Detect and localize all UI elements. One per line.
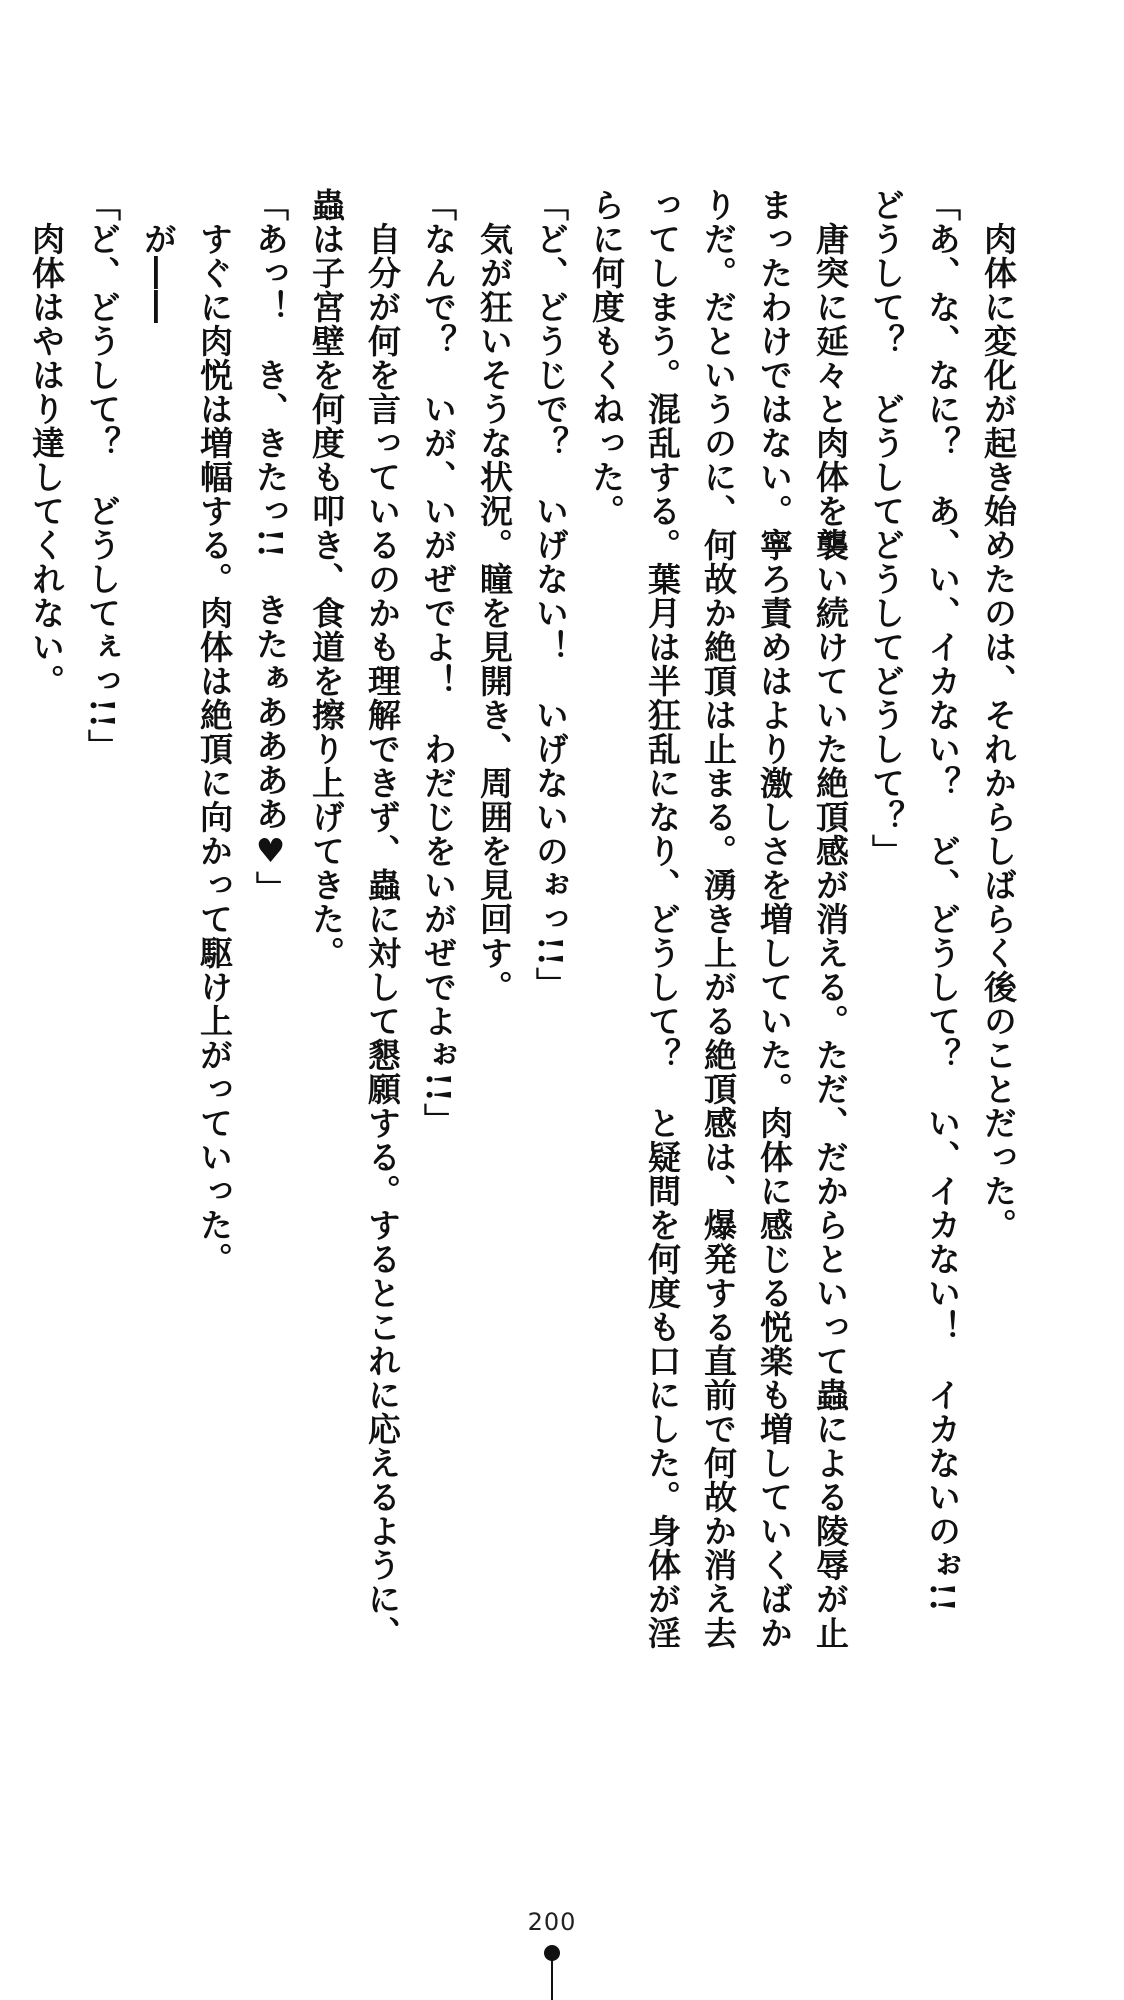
- paragraph: 肉体に変化が起き始めたのは、それからしばらく後のことだった。: [979, 188, 1018, 1242]
- paragraph: 「なんで？ いが、いがぜでよ！ わだじをいがぜでよぉ!!」: [419, 188, 458, 1137]
- paragraph: 「ど、どうして？ どうしてぇっ!!」: [83, 188, 122, 763]
- paragraph: すぐに肉悦は増幅する。肉体は絶頂に向かって駆け上がっていった。: [195, 188, 234, 1276]
- paragraph: 「あっ！ き、きたっ!! きたぁああああ♥」: [251, 188, 290, 905]
- paragraph: 「あ、な、なに？ あ、い、イカない？ ど、どうして？ い、イカない！ イカないのぉ!! どうして？ どうしてどうしてどうして？」: [867, 188, 962, 1647]
- paragraph: 唐突に延々と肉体を襲い続けていた絶頂感が消える。ただ、だからといって蟲による陵辱が止まったわけではない。寧ろ責めはより激しさを増していた。肉体に感じる悦楽も増していくばかりだ。だというのに、何故か絶頂は止まる。湧き上がる絶頂感は、爆発する直前で何故か消え去ってしまう。混乱する。葉月は半狂乱になり、どうして？ と疑問を何度も口にした。身体が淫らに何度もくねった。: [587, 188, 850, 1650]
- page-number: 200: [527, 1908, 577, 1936]
- paragraph: 気が狂いそうな状況。瞳を見開き、周囲を見回す。: [475, 188, 514, 1004]
- paragraph: 「ど、どうじで？ いげない！ いげないのぉっ!!」: [531, 188, 570, 1001]
- paragraph: 自分が何を言っているのかも理解できず、蟲に対して懇願する。するとこれに応えるように、蟲は子宮壁を何度も叩き、食道を擦り上げてきた。: [307, 188, 402, 1650]
- paragraph: 肉体はやはり達してくれない。: [27, 188, 66, 698]
- page-body-text: [18, 188, 1026, 1668]
- paragraph: が――: [139, 188, 178, 324]
- page-ornament-icon: [542, 1944, 562, 2000]
